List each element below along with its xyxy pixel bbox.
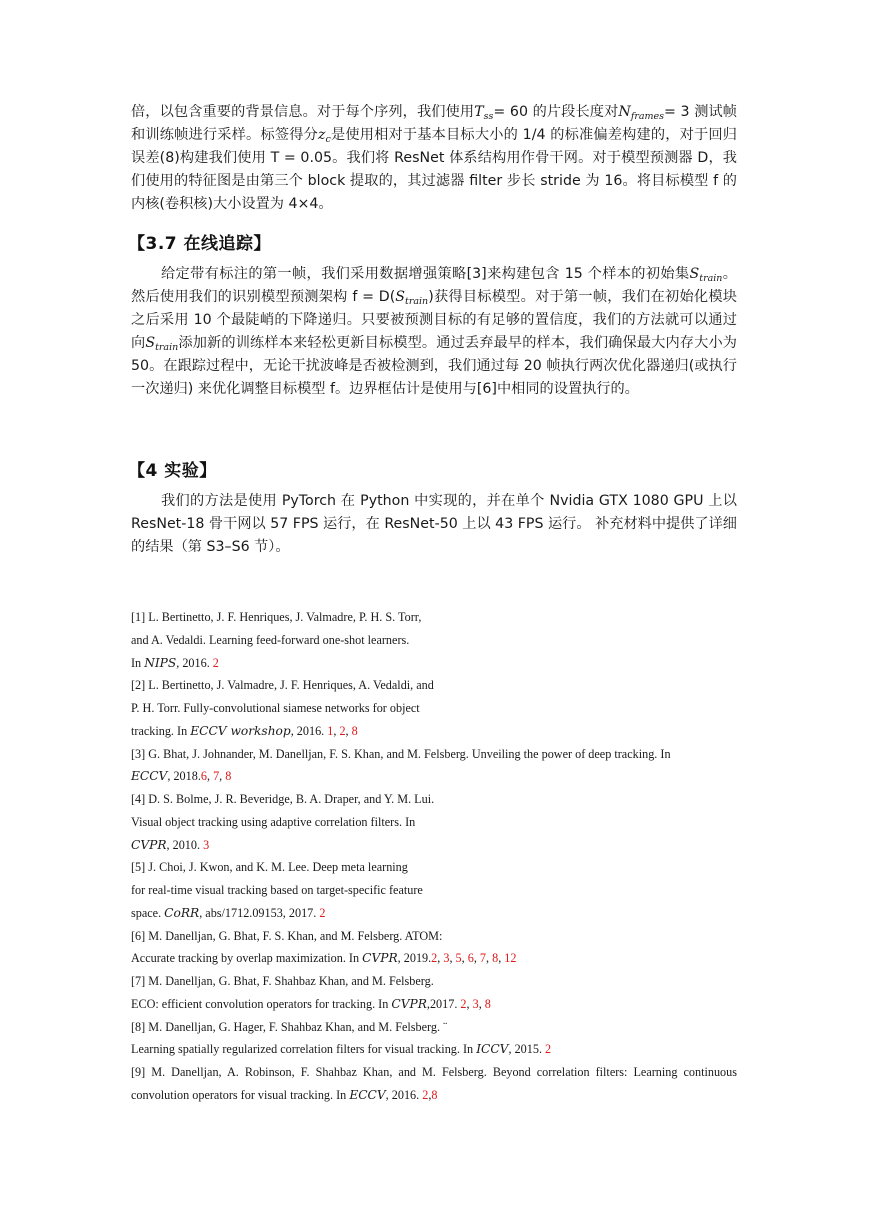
citation-link[interactable]: 8	[484, 996, 491, 1011]
citation-link[interactable]: 1	[327, 723, 334, 738]
reference-line: [8] M. Danelljan, G. Hager, F. Shahbaz Khan, and M. Felsberg. ¨	[131, 1019, 448, 1034]
reference-line: for real-time visual tracking based on target-specific feature	[131, 883, 423, 897]
citation-link[interactable]: 8	[431, 1087, 438, 1102]
citation-link[interactable]: 2	[212, 655, 219, 670]
paragraph-training-details	[131, 101, 737, 216]
citation-link[interactable]: 2	[339, 723, 346, 738]
citation-link[interactable]: 6	[467, 951, 474, 966]
citation-link[interactable]: 2	[319, 905, 326, 920]
reference-line: [6] M. Danelljan, G. Bhat, F. S. Khan, and M. Felsberg. ATOM:	[131, 928, 443, 943]
reference-line: ECO: efficient convolution operators for tracking. In CVPR,2017. 2, 3, 8	[131, 996, 491, 1011]
math-var: $T_{ss}$	[474, 104, 494, 122]
reference-line: [2] L. Bertinetto, J. Valmadre, J. F. Henriques, A. Vedaldi, and	[131, 678, 434, 693]
reference-line: Visual object tracking using adaptive correlation filters. In	[131, 814, 416, 829]
reference-line: and A. Vedaldi. Learning feed-forward one-shot learners.	[131, 632, 410, 647]
citation-link[interactable]: 3	[443, 951, 450, 966]
citation-link[interactable]: 3	[203, 837, 210, 852]
text-span: )获得目标模型。对于第一帧，我们在初始化模块之后采用 10 个最陡峭的下降递归。只要被预测目标的有足够的置信度，我们的方法就可以通过向	[131, 289, 737, 351]
reference-line: space. CoRR, abs/1712.09153, 2017. 2	[131, 905, 326, 920]
math-var: $S_{train}$	[395, 289, 429, 307]
text-span: 。然后使用我们的识别模型预测架构 f = D(	[131, 266, 737, 305]
citation-link[interactable]: 8	[351, 723, 358, 738]
citation-link[interactable]: 6	[200, 769, 207, 784]
reference-line: P. H. Torr. Fully-convolutional siamese networks for object	[131, 701, 420, 715]
citation-link[interactable]: 8	[492, 951, 499, 966]
text-span: = 3 测试帧和训练帧进行采样。标签得分	[131, 104, 737, 143]
citation-link[interactable]: 2	[545, 1042, 552, 1057]
citation-link[interactable]: 2	[422, 1087, 429, 1102]
text-span: 给定带有标注的第一帧，我们采用数据增强策略[3]来构建包含 15 个样本的初始集	[161, 266, 690, 282]
citation-link[interactable]: 7	[479, 951, 487, 966]
reference-line: tracking. In ECCV workshop, 2016. 1, 2, 8	[131, 723, 358, 738]
section-heading-experiments: 【4 实验】	[128, 461, 217, 481]
reference-line: Accurate tracking by overlap maximization. In CVPR, 2019.2, 3, 5, 6, 7, 8, 12	[131, 951, 517, 966]
reference-line: ECCV, 2018.6, 7, 8	[131, 769, 232, 784]
math-var: $N_{frames}$	[618, 104, 665, 122]
citation-link[interactable]: 3	[472, 996, 479, 1011]
reference-line: [9] M. Danelljan, A. Robinson, F. Shahbaz Khan, and M. Felsberg. Beyond correlation filters: Learning continuous convolution operators for visual tracking. In ECCV, 2016. 2,8	[131, 1065, 737, 1102]
paragraph-online-tracking	[131, 263, 737, 401]
text-span: 添加新的训练样本来轻松更新目标模型。通过丢弃最早的样本，我们确保最大内存大小为 50。在跟踪过程中，无论干扰波峰是否被检测到，我们通过每 20 帧执行两次优化器递归(或执行一次递归) 来优化调整目标模型 f。边界框估计是使用与[6]中相同的设置执行的。	[131, 335, 737, 397]
citation-link[interactable]: 8	[225, 769, 232, 784]
citation-link[interactable]: 2	[431, 951, 438, 966]
citation-link[interactable]: 12	[504, 951, 517, 966]
reference-line: [7] M. Danelljan, G. Bhat, F. Shahbaz Khan, and M. Felsberg.	[131, 974, 434, 988]
citation-link[interactable]: 7	[213, 769, 220, 784]
citation-link[interactable]: 2	[460, 996, 467, 1011]
reference-line: [1] L. Bertinetto, J. F. Henriques, J. Valmadre, P. H. S. Torr,	[131, 610, 422, 624]
reference-line: [3] G. Bhat, J. Johnander, M. Danelljan, F. S. Khan, and M. Felsberg. Unveiling the power of deep tracking. In	[131, 746, 671, 761]
citation-link[interactable]: 5	[455, 951, 462, 966]
reference-line: CVPR, 2010. 3	[131, 837, 210, 852]
text-span: = 60 的片段长度对	[493, 104, 619, 120]
references-list	[131, 606, 737, 1107]
math-var: $S_{train}$	[689, 266, 723, 284]
section-heading-online-tracking: 【3.7 在线追踪】	[128, 234, 272, 254]
reference-line: [4] D. S. Bolme, J. R. Beveridge, B. A. Draper, and Y. M. Lui.	[131, 792, 435, 806]
math-var: $S_{train}$	[145, 335, 179, 353]
math-var: $z_c$	[317, 127, 331, 145]
paragraph-experiments: 我们的方法是使用 PyTorch 在 Python 中实现的，并在单个 Nvidia GTX 1080 GPU 上以 ResNet-18 骨干网以 57 FPS 运行，在 ResNet-50 上以 43 FPS 运行。 补充材料中提供了详细的结果（第 S3–S6 节）。	[131, 493, 737, 555]
text-span: 是使用相对于基本目标大小的 1/4 的标准偏差构建的，对于回归误差(8)构建我们使用 T = 0.05。我们将 ResNet 体系结构用作骨干网。对于模型预测器 D，我们使用的特征图是由第三个 block 提取的，其过滤器 filter 步长 stride 为 16。将目标模型 f 的内核(卷积核)大小设置为 4×4。	[131, 127, 737, 212]
reference-line: In NIPS, 2016. 2	[131, 655, 219, 670]
reference-line: [5] J. Choi, J. Kwon, and K. M. Lee. Deep meta learning	[131, 860, 408, 875]
reference-line: Learning spatially regularized correlation filters for visual tracking. In ICCV, 2015. 2	[131, 1042, 552, 1057]
text-span: 倍，以包含重要的背景信息。对于每个序列，我们使用	[131, 104, 475, 120]
